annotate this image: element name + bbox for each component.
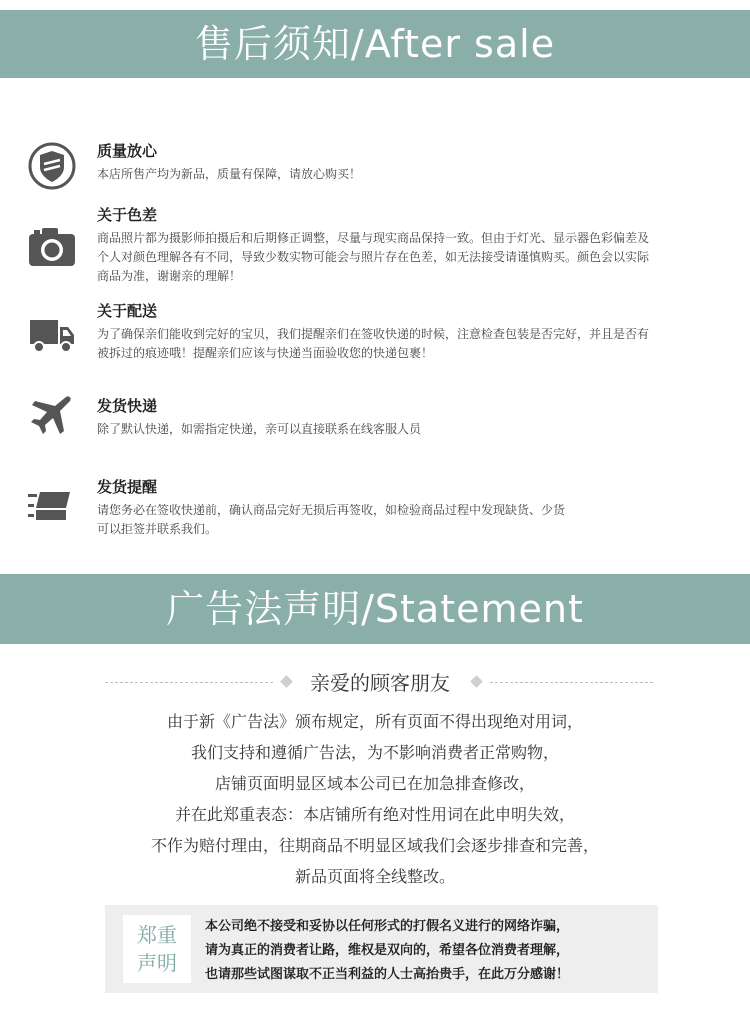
fast-delivery-icon: [26, 480, 78, 532]
truck-icon: [26, 310, 78, 362]
notice-line: 请为真正的消费者让路，维权是双向的，希望各位消费者理解，: [205, 943, 570, 958]
item-title: 发货快递: [97, 397, 158, 415]
solemn-notice-box: [105, 905, 658, 993]
item-title: 关于色差: [97, 206, 158, 224]
item-description: 为了确保亲们能收到完好的宝贝，我们提醒亲们在签收快递的时候，注意检查包装是否完好，并且是否有 被拆过的痕迹哦！提醒亲们应该与快递当面验收您的快递包裹！: [97, 327, 650, 360]
statement-banner: [0, 574, 750, 644]
notice-line: 也请那些试图谋取不正当利益的人士高抬贵手，在此万分感谢！: [205, 967, 570, 982]
greeting-text: 亲爱的顾客朋友: [310, 671, 450, 695]
statement-body: [0, 706, 750, 892]
after-sale-banner: [0, 10, 750, 78]
item-title: 关于配送: [97, 302, 158, 320]
statement-line: 新品页面将全线整改。: [294, 867, 455, 886]
item-description: 请您务必在签收快递前，确认商品完好无损后再签收，如检验商品过程中发现缺货、少货 可以拒签并联系我们。: [97, 503, 566, 536]
notice-text: [205, 915, 650, 987]
statement-line: 店铺页面明显区域本公司已在加急排查修改，: [214, 774, 535, 793]
diamond-left: [280, 675, 293, 688]
notice-line: 本公司绝不接受和妥协以任何形式的打假名义进行的网络诈骗，: [205, 919, 570, 934]
divider-right: [490, 682, 653, 683]
item-description: 除了默认快递，如需指定快递，亲可以直接联系在线客服人员: [97, 422, 422, 436]
greeting-row: [0, 668, 750, 698]
statement-line: 不作为赔付理由，往期商品不明显区域我们会逐步排查和完善，: [150, 836, 599, 855]
diamond-right: [470, 675, 483, 688]
airplane-icon: [26, 389, 78, 441]
item-description: 本店所售产均为新品，质量有保障，请放心购买！: [97, 167, 362, 181]
statement-line: 由于新《广告法》颁布规定，所有页面不得出现绝对用词，: [166, 712, 583, 731]
statement-line: 我们支持和遵循广告法，为不影响消费者正常购物，: [190, 743, 559, 762]
camera-icon: [26, 222, 78, 274]
statement-heading: 广告法声明/Statement: [166, 587, 584, 631]
after-sale-heading: 售后须知/After sale: [194, 22, 556, 66]
statement-line: 并在此郑重表态：本店铺所有绝对性用词在此申明失效，: [174, 805, 575, 824]
notice-label: 郑重 声明: [123, 915, 191, 983]
divider-left: [105, 682, 273, 683]
item-title: 发货提醒: [97, 478, 158, 496]
item-title: 质量放心: [97, 142, 158, 160]
item-description: 商品照片都为摄影师拍摄后和后期修正调整，尽量与现实商品保持一致。但由于灯光、显示器色彩偏差及 个人对颜色理解各有不同，导致少数实物可能会与照片存在色差，如无法接受请谨慎购买。颜色会以实际 商品为准，谢谢亲的理解！: [97, 231, 650, 283]
shield-icon: [26, 140, 78, 192]
